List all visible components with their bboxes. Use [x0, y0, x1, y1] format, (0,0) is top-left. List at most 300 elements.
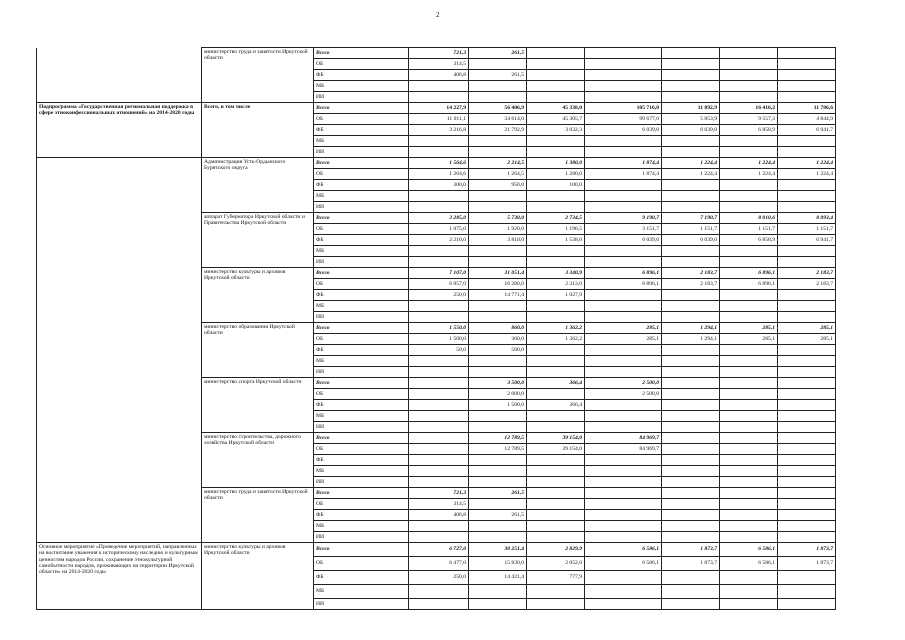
value-cell: 3 810,0 — [469, 235, 527, 246]
value-cell: 2 052,0 — [527, 557, 585, 571]
value-cell: 1 224,4 — [720, 169, 778, 180]
value-cell — [585, 81, 662, 92]
value-cell — [662, 202, 720, 213]
value-cell — [527, 147, 585, 158]
source-type-cell: МБ — [314, 521, 409, 532]
value-cell — [720, 411, 778, 422]
value-cell: 6 858,9 — [720, 235, 778, 246]
value-cell — [469, 136, 527, 147]
value-cell: 860,0 — [469, 323, 527, 334]
value-cell — [720, 466, 778, 477]
value-cell — [662, 70, 720, 81]
value-cell — [662, 81, 720, 92]
value-cell — [409, 191, 469, 202]
value-cell — [585, 521, 662, 532]
source-type-cell: ОБ — [314, 444, 409, 455]
table-row — [37, 378, 836, 389]
value-cell — [585, 510, 662, 521]
value-cell: 84 969,7 — [585, 444, 662, 455]
program-cell: Подпрограмма «Государственная региональная поддержка в сфере этноконфессиональных отношений» на 2014-2020 годы — [37, 103, 202, 158]
value-cell — [778, 257, 836, 268]
value-cell: 1 224,4 — [778, 158, 836, 169]
source-type-cell: ОБ — [314, 499, 409, 510]
value-cell — [527, 81, 585, 92]
value-cell — [469, 455, 527, 466]
value-cell — [662, 367, 720, 378]
program-cell — [37, 213, 202, 268]
value-cell — [720, 367, 778, 378]
value-cell — [778, 59, 836, 70]
source-type-cell: ОБ — [314, 389, 409, 400]
value-cell — [527, 48, 585, 59]
table-row — [37, 48, 836, 59]
source-type-cell: ФБ — [314, 571, 409, 585]
value-cell — [778, 180, 836, 191]
value-cell — [662, 59, 720, 70]
value-cell: 2 183,7 — [778, 268, 836, 279]
source-type-cell: МБ — [314, 585, 409, 599]
table-row — [37, 103, 836, 114]
value-cell — [409, 301, 469, 312]
value-cell — [409, 92, 469, 103]
value-cell: 285,1 — [585, 323, 662, 334]
source-type-cell: МБ — [314, 246, 409, 257]
value-cell — [527, 499, 585, 510]
value-cell — [409, 367, 469, 378]
value-cell — [662, 48, 720, 59]
value-cell — [585, 466, 662, 477]
source-type-cell: МБ — [314, 191, 409, 202]
value-cell — [662, 422, 720, 433]
value-cell — [409, 312, 469, 323]
value-cell: 285,1 — [720, 323, 778, 334]
value-cell: 8 010,6 — [720, 213, 778, 224]
source-type-cell: ИИ — [314, 477, 409, 488]
value-cell — [778, 345, 836, 356]
value-cell — [720, 147, 778, 158]
value-cell — [469, 92, 527, 103]
value-cell: 366,4 — [527, 378, 585, 389]
value-cell: 1 500,0 — [469, 400, 527, 411]
value-cell: 30 251,4 — [469, 543, 527, 557]
value-cell — [469, 422, 527, 433]
value-cell: 2 183,7 — [778, 279, 836, 290]
value-cell: 6 586,1 — [585, 557, 662, 571]
value-cell: 1 075,0 — [409, 224, 469, 235]
source-type-cell: ОБ — [314, 279, 409, 290]
value-cell: 9 190,7 — [585, 213, 662, 224]
value-cell — [409, 466, 469, 477]
executor-cell: министерство культуры и архивов Иркутской области — [202, 268, 314, 323]
value-cell — [409, 411, 469, 422]
value-cell: 7 107,0 — [409, 268, 469, 279]
source-type-cell: ИИ — [314, 257, 409, 268]
value-cell: 250,0 — [409, 571, 469, 585]
value-cell: 45 305,7 — [527, 114, 585, 125]
value-cell — [662, 301, 720, 312]
page-number: 2 — [436, 11, 440, 19]
value-cell: 285,1 — [720, 334, 778, 345]
value-cell: 1 380,0 — [527, 158, 585, 169]
source-type-cell: Всего — [314, 378, 409, 389]
value-cell — [409, 378, 469, 389]
value-cell: 14 421,4 — [469, 571, 527, 585]
value-cell — [409, 455, 469, 466]
value-cell — [720, 433, 778, 444]
value-cell — [585, 312, 662, 323]
value-cell — [585, 345, 662, 356]
value-cell: 11 011,1 — [409, 114, 469, 125]
value-cell — [585, 59, 662, 70]
value-cell: 1 294,1 — [662, 334, 720, 345]
value-cell — [778, 599, 836, 610]
value-cell: 3 340,9 — [527, 268, 585, 279]
value-cell — [720, 301, 778, 312]
value-cell — [662, 585, 720, 599]
value-cell — [409, 444, 469, 455]
value-cell — [527, 422, 585, 433]
budget-table — [36, 47, 836, 610]
value-cell — [585, 599, 662, 610]
value-cell: 11 786,6 — [778, 103, 836, 114]
value-cell: 6 858,9 — [720, 125, 778, 136]
value-cell: 39 154,0 — [527, 433, 585, 444]
executor-cell: министерство труда и занятости Иркутской области — [202, 48, 314, 103]
value-cell — [720, 400, 778, 411]
value-cell — [469, 81, 527, 92]
value-cell — [778, 532, 836, 543]
value-cell — [409, 400, 469, 411]
value-cell — [469, 585, 527, 599]
value-cell: 6 941,7 — [778, 125, 836, 136]
source-type-cell: ИИ — [314, 422, 409, 433]
source-type-cell: ИИ — [314, 367, 409, 378]
value-cell: 250,0 — [409, 290, 469, 301]
value-cell: 7 190,7 — [662, 213, 720, 224]
value-cell — [585, 301, 662, 312]
value-cell: 1 920,0 — [469, 224, 527, 235]
value-cell — [527, 521, 585, 532]
executor-cell: министерство спорта Иркутской области — [202, 378, 314, 433]
program-cell — [37, 378, 202, 433]
value-cell — [662, 180, 720, 191]
value-cell — [585, 147, 662, 158]
source-type-cell: ИИ — [314, 312, 409, 323]
executor-cell: Всего, в том числе — [202, 103, 314, 158]
value-cell — [585, 477, 662, 488]
value-cell — [720, 499, 778, 510]
value-cell — [527, 202, 585, 213]
value-cell — [662, 433, 720, 444]
value-cell — [585, 290, 662, 301]
value-cell: 777,9 — [527, 571, 585, 585]
value-cell — [585, 488, 662, 499]
value-cell — [469, 147, 527, 158]
value-cell: 6 039,0 — [662, 235, 720, 246]
value-cell — [469, 367, 527, 378]
source-type-cell: ФБ — [314, 290, 409, 301]
value-cell — [585, 136, 662, 147]
value-cell — [778, 411, 836, 422]
source-type-cell: ОБ — [314, 169, 409, 180]
value-cell — [409, 356, 469, 367]
value-cell — [469, 301, 527, 312]
value-cell: 9 557,3 — [720, 114, 778, 125]
value-cell — [720, 389, 778, 400]
value-cell: 99 677,0 — [585, 114, 662, 125]
value-cell — [778, 400, 836, 411]
table-row — [37, 543, 836, 557]
value-cell — [778, 367, 836, 378]
value-cell — [469, 312, 527, 323]
value-cell: 2 000,0 — [469, 389, 527, 400]
source-type-cell: ФБ — [314, 70, 409, 81]
value-cell: 6 039,0 — [585, 125, 662, 136]
value-cell: 314,5 — [409, 59, 469, 70]
value-cell — [778, 510, 836, 521]
value-cell: 1 224,4 — [662, 169, 720, 180]
value-cell — [778, 48, 836, 59]
value-cell: 6 039,0 — [662, 125, 720, 136]
value-cell — [778, 571, 836, 585]
value-cell — [778, 147, 836, 158]
source-type-cell: ФБ — [314, 180, 409, 191]
value-cell: 1 027,9 — [527, 290, 585, 301]
source-type-cell: ИИ — [314, 202, 409, 213]
value-cell: 2 500,0 — [585, 378, 662, 389]
value-cell: 1 294,1 — [662, 323, 720, 334]
value-cell — [409, 147, 469, 158]
value-cell: 39 154,0 — [527, 444, 585, 455]
value-cell — [469, 411, 527, 422]
value-cell: 15 830,0 — [469, 557, 527, 571]
value-cell — [469, 599, 527, 610]
value-cell: 1 538,0 — [527, 235, 585, 246]
value-cell — [409, 202, 469, 213]
value-cell — [469, 532, 527, 543]
value-cell — [585, 191, 662, 202]
value-cell — [662, 477, 720, 488]
value-cell — [585, 180, 662, 191]
value-cell: 14 771,4 — [469, 290, 527, 301]
value-cell: 2 214,5 — [469, 158, 527, 169]
value-cell — [585, 202, 662, 213]
source-type-cell: ОБ — [314, 114, 409, 125]
value-cell: 3 285,0 — [409, 213, 469, 224]
value-cell — [585, 70, 662, 81]
value-cell — [662, 257, 720, 268]
value-cell — [585, 356, 662, 367]
value-cell: 6 941,7 — [778, 235, 836, 246]
value-cell — [585, 411, 662, 422]
value-cell: 11 892,9 — [662, 103, 720, 114]
value-cell — [720, 532, 778, 543]
table-row — [37, 433, 836, 444]
source-type-cell: ФБ — [314, 400, 409, 411]
value-cell — [720, 48, 778, 59]
source-type-cell: ИИ — [314, 599, 409, 610]
value-cell — [662, 455, 720, 466]
program-cell — [37, 323, 202, 378]
value-cell — [778, 477, 836, 488]
value-cell: 1 264,6 — [409, 169, 469, 180]
value-cell — [662, 488, 720, 499]
value-cell: 5 853,9 — [662, 114, 720, 125]
value-cell: 1 362,2 — [527, 334, 585, 345]
value-cell — [409, 81, 469, 92]
executor-cell: аппарат Губернатора Иркутской области и Правительства Иркутской области — [202, 213, 314, 268]
value-cell — [662, 532, 720, 543]
value-cell: 105 716,0 — [585, 103, 662, 114]
value-cell — [527, 477, 585, 488]
value-cell — [662, 356, 720, 367]
value-cell — [720, 510, 778, 521]
value-cell — [527, 301, 585, 312]
value-cell — [720, 599, 778, 610]
source-type-cell: ИИ — [314, 147, 409, 158]
value-cell — [585, 585, 662, 599]
value-cell: 6 896,1 — [585, 279, 662, 290]
source-type-cell: ИИ — [314, 532, 409, 543]
value-cell — [778, 422, 836, 433]
value-cell: 3 032,3 — [527, 125, 585, 136]
source-type-cell: Всего — [314, 323, 409, 334]
value-cell — [409, 433, 469, 444]
value-cell: 285,1 — [778, 334, 836, 345]
value-cell: 1 224,4 — [662, 158, 720, 169]
value-cell — [585, 499, 662, 510]
value-cell: 3 216,8 — [409, 125, 469, 136]
table-row — [37, 158, 836, 169]
value-cell: 1 550,0 — [409, 323, 469, 334]
value-cell: 360,0 — [469, 334, 527, 345]
table-row — [37, 213, 836, 224]
source-type-cell: МБ — [314, 136, 409, 147]
value-cell — [469, 356, 527, 367]
value-cell — [469, 257, 527, 268]
value-cell — [527, 257, 585, 268]
value-cell: 1 151,7 — [662, 224, 720, 235]
value-cell — [720, 312, 778, 323]
value-cell: 300,0 — [409, 180, 469, 191]
value-cell — [585, 400, 662, 411]
value-cell — [778, 301, 836, 312]
source-type-cell: ОБ — [314, 59, 409, 70]
source-type-cell: Всего — [314, 48, 409, 59]
value-cell — [662, 499, 720, 510]
value-cell: 1 264,5 — [469, 169, 527, 180]
value-cell — [778, 378, 836, 389]
value-cell: 6 586,1 — [720, 543, 778, 557]
value-cell — [409, 136, 469, 147]
value-cell — [469, 246, 527, 257]
source-type-cell: ОБ — [314, 224, 409, 235]
value-cell — [662, 290, 720, 301]
source-type-cell: МБ — [314, 466, 409, 477]
value-cell — [720, 571, 778, 585]
value-cell: 6 896,1 — [720, 279, 778, 290]
value-cell: 12 789,5 — [469, 444, 527, 455]
value-cell — [585, 257, 662, 268]
executor-cell: министерство строительства, дорожного хозяйства Иркутской области — [202, 433, 314, 488]
value-cell: 285,1 — [778, 323, 836, 334]
source-type-cell: ФБ — [314, 235, 409, 246]
value-cell — [720, 290, 778, 301]
value-cell — [527, 411, 585, 422]
value-cell: 1 874,4 — [585, 158, 662, 169]
program-cell — [37, 158, 202, 213]
value-cell — [778, 455, 836, 466]
value-cell — [720, 191, 778, 202]
value-cell — [720, 444, 778, 455]
value-cell: 2 500,0 — [585, 389, 662, 400]
value-cell — [720, 70, 778, 81]
value-cell — [662, 345, 720, 356]
value-cell: 1 196,5 — [527, 224, 585, 235]
value-cell: 6 896,1 — [585, 268, 662, 279]
value-cell: 950,0 — [469, 180, 527, 191]
source-type-cell: Всего — [314, 268, 409, 279]
table-row — [37, 323, 836, 334]
value-cell: 1 280,0 — [527, 169, 585, 180]
value-cell — [720, 81, 778, 92]
value-cell: 6 896,1 — [720, 268, 778, 279]
value-cell: 4 844,9 — [778, 114, 836, 125]
value-cell — [409, 389, 469, 400]
value-cell — [585, 48, 662, 59]
value-cell: 1 151,7 — [720, 224, 778, 235]
value-cell — [778, 70, 836, 81]
value-cell — [720, 422, 778, 433]
value-cell: 1 873,7 — [662, 557, 720, 571]
value-cell — [527, 312, 585, 323]
value-cell — [585, 246, 662, 257]
program-cell — [37, 268, 202, 323]
value-cell: 2 734,5 — [527, 213, 585, 224]
value-cell: 16 416,2 — [720, 103, 778, 114]
value-cell — [778, 191, 836, 202]
value-cell: 721,3 — [409, 488, 469, 499]
value-cell: 2 183,7 — [662, 268, 720, 279]
value-cell: 21 792,9 — [469, 125, 527, 136]
value-cell — [778, 202, 836, 213]
value-cell: 1 873,7 — [778, 543, 836, 557]
value-cell: 6 857,0 — [409, 279, 469, 290]
value-cell: 261,5 — [469, 70, 527, 81]
value-cell — [778, 81, 836, 92]
value-cell — [585, 571, 662, 585]
value-cell — [527, 532, 585, 543]
value-cell: 8 093,4 — [778, 213, 836, 224]
value-cell: 34 614,0 — [469, 114, 527, 125]
executor-cell: министерство культуры и архивов Иркутской области — [202, 543, 314, 610]
value-cell: 16 280,0 — [469, 279, 527, 290]
value-cell — [527, 389, 585, 400]
value-cell — [527, 92, 585, 103]
value-cell: 2 829,9 — [527, 543, 585, 557]
value-cell — [778, 136, 836, 147]
value-cell — [527, 455, 585, 466]
value-cell — [778, 246, 836, 257]
source-type-cell: Всего — [314, 158, 409, 169]
value-cell — [409, 532, 469, 543]
value-cell — [409, 599, 469, 610]
source-type-cell: ФБ — [314, 345, 409, 356]
value-cell: 261,5 — [469, 488, 527, 499]
program-cell — [37, 433, 202, 488]
value-cell: 1 500,0 — [409, 334, 469, 345]
value-cell — [662, 378, 720, 389]
